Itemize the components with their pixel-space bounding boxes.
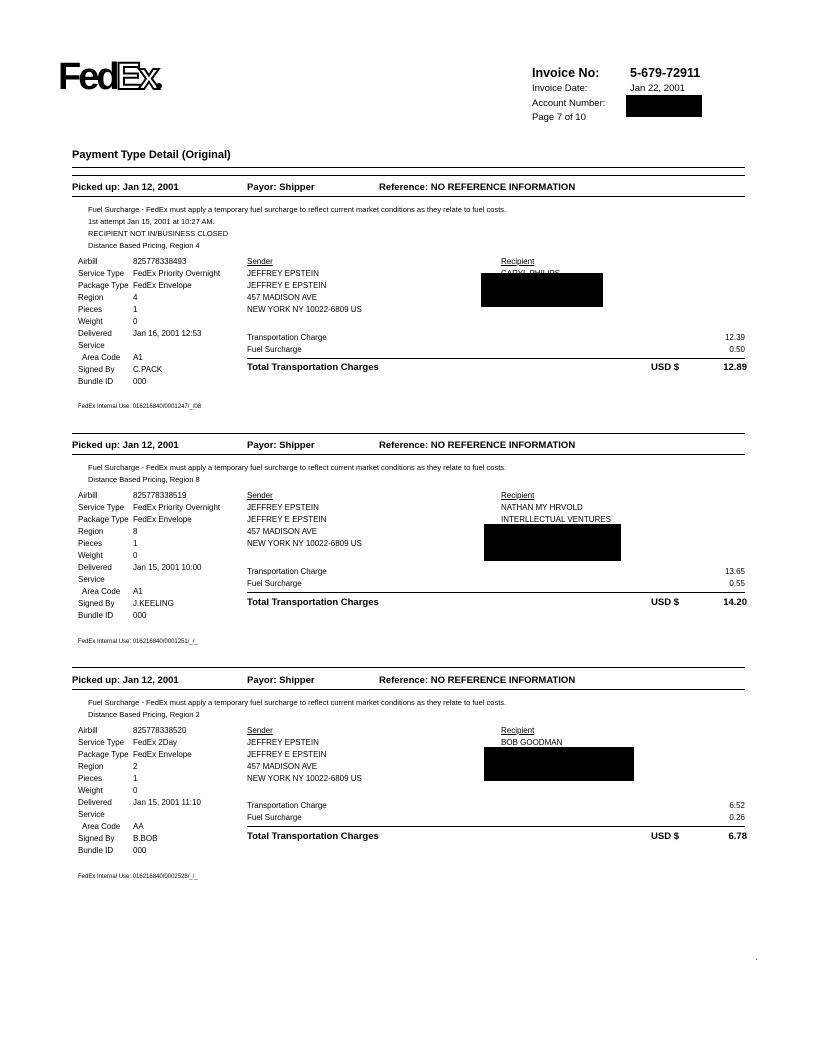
service-label: Service (78, 575, 105, 584)
bundle-id-label: Bundle ID (78, 611, 114, 620)
picked-up: Picked up: Jan 12, 2001 (72, 440, 179, 451)
area-code-value: A1 (133, 587, 143, 596)
service-type-label: Service Type (78, 503, 125, 512)
transportation-charge-value: 12.39 (724, 333, 745, 342)
reference: Reference: NO REFERENCE INFORMATION (379, 440, 576, 451)
redaction-recipient (481, 273, 603, 307)
currency-label: USD $ (651, 831, 679, 842)
pieces-label: Pieces (78, 305, 103, 314)
recipient-line: BOB GOODMAN (501, 738, 563, 747)
total-value: 6.78 (728, 831, 747, 842)
airbill-value: 825778338519 (133, 491, 187, 500)
delivered-label: Delivered (78, 798, 112, 807)
weight-value: 0 (133, 551, 138, 560)
divider (72, 454, 745, 455)
signed-by-value: C.PACK (133, 365, 163, 374)
account-number-label: Account Number: (532, 98, 606, 109)
fuel-surcharge-value: 0.55 (729, 579, 745, 588)
delivered-value: Jan 15, 2001 11:10 (133, 798, 201, 807)
delivered-value: Jan 15, 2001 10:00 (133, 563, 202, 572)
divider (72, 433, 745, 434)
invoice-no-label: Invoice No: (532, 66, 600, 80)
page-title: Payment Type Detail (Original) (72, 149, 231, 161)
page-mark: · (755, 955, 758, 964)
region-label: Region (78, 293, 104, 302)
divider (247, 826, 745, 827)
sender-line: NEW YORK NY 10022-6809 US (247, 305, 362, 314)
weight-label: Weight (78, 551, 103, 560)
delivered-label: Delivered (78, 329, 112, 338)
sender-line: JEFFREY E EPSTEIN (247, 750, 327, 759)
svg-text:Ex: Ex (116, 57, 157, 97)
note-line: Fuel Surcharge - FedEx must apply a temporary fuel surcharge to reflect current market conditions as they relate to fuel costs. (88, 698, 507, 707)
recipient-label: Recipient (501, 726, 535, 735)
sender-line: NEW YORK NY 10022-6809 US (247, 774, 362, 783)
currency-label: USD $ (651, 597, 679, 608)
transportation-charge-label: Transportation Charge (247, 567, 327, 576)
invoice-no: 5-679-72911 (630, 66, 701, 80)
sender-label: Sender (247, 726, 273, 735)
weight-label: Weight (78, 317, 103, 326)
signed-by-label: Signed By (78, 599, 115, 608)
note-line: Fuel Surcharge - FedEx must apply a temporary fuel surcharge to reflect current market conditions as they relate to fuel costs. (88, 205, 507, 214)
bundle-id-value: 000 (133, 846, 147, 855)
transportation-charge-label: Transportation Charge (247, 333, 327, 342)
package-type-label: Package Type (78, 281, 129, 290)
sender-line: 457 MADISON AVE (247, 527, 318, 536)
recipient-label: Recipient (501, 491, 535, 500)
fedex-logo (58, 57, 164, 97)
total-label: Total Transportation Charges (247, 597, 379, 608)
internal-use: FedEx Internal Use: 016216840/0002528/_/_ (78, 874, 198, 880)
fuel-surcharge-value: 0.50 (729, 345, 745, 354)
total-value: 14.20 (723, 597, 747, 608)
redaction-recipient (484, 524, 621, 561)
svg-text:Fed: Fed (58, 57, 117, 97)
package-type-label: Package Type (78, 750, 129, 759)
region-label: Region (78, 527, 104, 536)
sender-line: JEFFREY EPSTEIN (247, 738, 319, 747)
invoice-date-label: Invoice Date: (532, 83, 588, 94)
weight-value: 0 (133, 317, 138, 326)
sender-line: NEW YORK NY 10022-6809 US (247, 539, 362, 548)
bundle-id-value: 000 (133, 611, 147, 620)
redaction-recipient (484, 747, 634, 781)
delivered-value: Jan 16, 2001 12:53 (133, 329, 202, 338)
redaction-account-number (626, 95, 702, 117)
area-code-value: A1 (133, 353, 143, 362)
region-value: 8 (133, 527, 138, 536)
transportation-charge-value: 13.65 (724, 567, 745, 576)
region-value: 4 (133, 293, 138, 302)
total-value: 12.89 (723, 362, 747, 373)
pieces-value: 1 (133, 774, 138, 783)
recipient-label: Recipient (501, 257, 535, 266)
service-type-label: Service Type (78, 738, 125, 747)
sender-label: Sender (247, 491, 273, 500)
area-code-value: AA (133, 822, 144, 831)
internal-use: FedEx Internal Use: 016216840/0001251/_/_ (78, 639, 198, 645)
weight-label: Weight (78, 786, 103, 795)
area-code-label: Area Code (82, 587, 121, 596)
sender-line: JEFFREY EPSTEIN (247, 269, 319, 278)
page-indicator: Page 7 of 10 (532, 112, 586, 123)
area-code-label: Area Code (82, 353, 121, 362)
signed-by-value: J.KEELING (133, 599, 174, 608)
airbill-label: Airbill (78, 726, 98, 735)
signed-by-label: Signed By (78, 834, 115, 843)
bundle-id-value: 000 (133, 377, 147, 386)
note-line: Distance Based Pricing, Region 2 (88, 710, 200, 719)
signed-by-value: B.BOB (133, 834, 158, 843)
transportation-charge-label: Transportation Charge (247, 801, 327, 810)
fuel-surcharge-label: Fuel Surcharge (247, 345, 302, 354)
service-type-value: FedEx Priority Overnight (133, 503, 221, 512)
package-type-value: FedEx Envelope (133, 515, 192, 524)
pieces-label: Pieces (78, 539, 103, 548)
reference: Reference: NO REFERENCE INFORMATION (379, 182, 576, 193)
region-label: Region (78, 762, 104, 771)
total-label: Total Transportation Charges (247, 831, 379, 842)
note-line: 1st attempt Jan 15, 2001 at 10:27 AM. (88, 217, 215, 226)
weight-value: 0 (133, 786, 138, 795)
delivered-label: Delivered (78, 563, 112, 572)
region-value: 2 (133, 762, 138, 771)
package-type-value: FedEx Envelope (133, 281, 192, 290)
airbill-label: Airbill (78, 491, 98, 500)
divider (72, 167, 745, 168)
note-line: RECIPIENT NOT IN/BUSINESS CLOSED (88, 229, 229, 238)
payor: Payor: Shipper (247, 182, 315, 193)
currency-label: USD $ (651, 362, 679, 373)
picked-up: Picked up: Jan 12, 2001 (72, 182, 179, 193)
service-type-value: FedEx 2Day (133, 738, 178, 747)
service-type-label: Service Type (78, 269, 125, 278)
divider (72, 689, 745, 690)
bundle-id-label: Bundle ID (78, 846, 114, 855)
reference: Reference: NO REFERENCE INFORMATION (379, 675, 576, 686)
pieces-label: Pieces (78, 774, 103, 783)
service-type-value: FedEx Priority Overnight (133, 269, 221, 278)
note-line: Distance Based Pricing, Region 8 (88, 475, 200, 484)
picked-up: Picked up: Jan 12, 2001 (72, 675, 179, 686)
sender-line: 457 MADISON AVE (247, 293, 318, 302)
package-type-value: FedEx Envelope (133, 750, 192, 759)
payor: Payor: Shipper (247, 675, 315, 686)
sender-line: JEFFREY EPSTEIN (247, 503, 319, 512)
recipient-line: INTERLLECTUAL VENTURES (501, 515, 611, 524)
airbill-value: 825778338520 (133, 726, 187, 735)
airbill-value: 825778338493 (133, 257, 187, 266)
service-label: Service (78, 810, 105, 819)
note-line: Distance Based Pricing, Region 4 (88, 241, 200, 250)
divider (72, 196, 745, 197)
internal-use: FedEx Internal Use: 016216840/0001247/_/08 (78, 404, 202, 410)
divider (247, 358, 745, 359)
recipient-line: NATHAN MY HRVOLD (501, 503, 583, 512)
sender-line: JEFFREY E EPSTEIN (247, 515, 327, 524)
area-code-label: Area Code (82, 822, 121, 831)
divider (72, 175, 745, 176)
fuel-surcharge-label: Fuel Surcharge (247, 813, 302, 822)
pieces-value: 1 (133, 539, 138, 548)
divider (247, 592, 745, 593)
payor: Payor: Shipper (247, 440, 315, 451)
pieces-value: 1 (133, 305, 138, 314)
sender-line: JEFFREY E EPSTEIN (247, 281, 327, 290)
total-label: Total Transportation Charges (247, 362, 379, 373)
fuel-surcharge-value: 0.26 (729, 813, 745, 822)
invoice-date: Jan 22, 2001 (630, 83, 685, 94)
divider (72, 667, 745, 668)
sender-label: Sender (247, 257, 273, 266)
fuel-surcharge-label: Fuel Surcharge (247, 579, 302, 588)
sender-line: 457 MADISON AVE (247, 762, 318, 771)
transportation-charge-value: 6.52 (729, 801, 745, 810)
airbill-label: Airbill (78, 257, 98, 266)
package-type-label: Package Type (78, 515, 129, 524)
note-line: Fuel Surcharge - FedEx must apply a temporary fuel surcharge to reflect current market conditions as they relate to fuel costs. (88, 463, 507, 472)
service-label: Service (78, 341, 105, 350)
signed-by-label: Signed By (78, 365, 115, 374)
bundle-id-label: Bundle ID (78, 377, 114, 386)
